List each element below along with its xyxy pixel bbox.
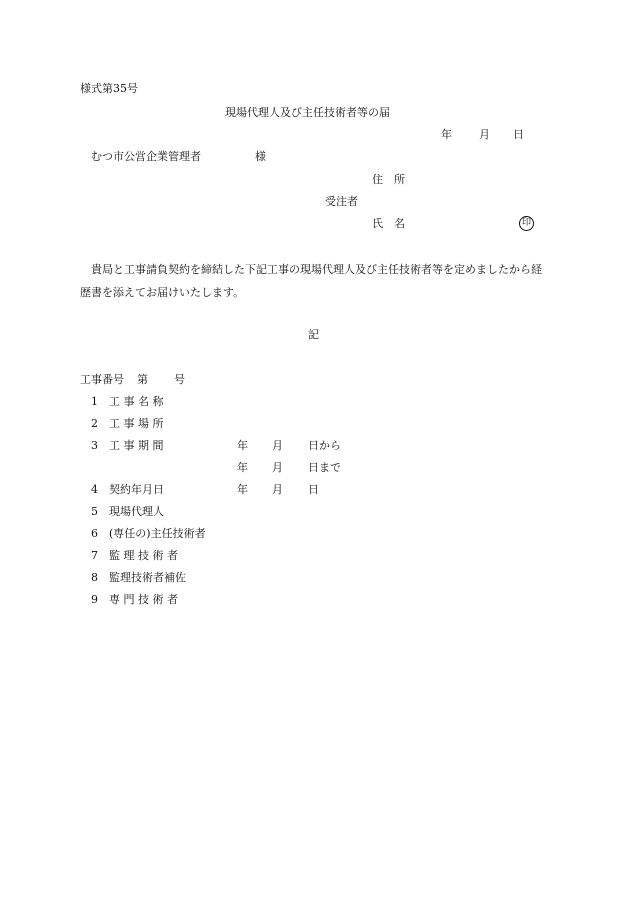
item-label: 監 理 技 術 者 [109,549,178,562]
period-from-day: 日から [308,439,341,452]
item-num: 5 [91,505,98,518]
period-to-day: 日まで [308,461,341,474]
seal-mark: 印 [519,216,534,231]
item-label: 工 事 場 所 [109,417,164,430]
item-num: 1 [91,395,98,408]
item-num: 7 [91,549,98,562]
item-num: 8 [91,571,98,584]
item-label: 工 事 期 間 [109,439,164,452]
item-num: 4 [91,483,98,496]
item-num: 2 [91,417,98,430]
document-title: 現場代理人及び主任技術者等の届 [225,106,390,119]
work-number-label: 工事番号 [80,373,124,386]
item-label: 工 事 名 称 [109,395,164,408]
period-to-year: 年 [237,461,248,474]
date-month: 月 [479,128,490,141]
date-year: 年 [441,128,452,141]
item-num: 6 [91,527,98,540]
body-paragraph [80,258,550,304]
contract-year: 年 [237,483,248,496]
period-from-year: 年 [237,439,248,452]
item-label: 監理技術者補佐 [109,571,186,584]
item-num: 3 [91,439,98,452]
item-label: 契約年月日 [109,483,164,496]
ki-heading: 記 [308,328,319,341]
body-text: 貴局と工事請負契約を締結した下記工事の現場代理人及び主任技術者等を定めましたから経歴書を添えてお届けいたします。 [80,263,542,299]
contract-day: 日 [308,483,319,496]
addressee-name: むつ市公営企業管理者 [91,150,201,163]
item-num: 9 [91,593,98,606]
addressee-honorific: 様 [255,150,266,163]
item-label: 専 門 技 術 者 [109,593,178,606]
item-label: 現場代理人 [109,505,164,518]
period-from-month: 月 [272,439,283,452]
item-label: (専任の)主任技術者 [109,527,206,540]
period-to-month: 月 [272,461,283,474]
date-day: 日 [513,128,524,141]
contractor-role-label: 受注者 [325,195,358,208]
work-number-go: 号 [174,373,185,386]
address-label: 住 所 [372,173,405,186]
contract-month: 月 [272,483,283,496]
name-label: 氏 名 [372,217,405,230]
form-number: 様式第35号 [80,82,138,95]
work-number-dai: 第 [137,373,148,386]
